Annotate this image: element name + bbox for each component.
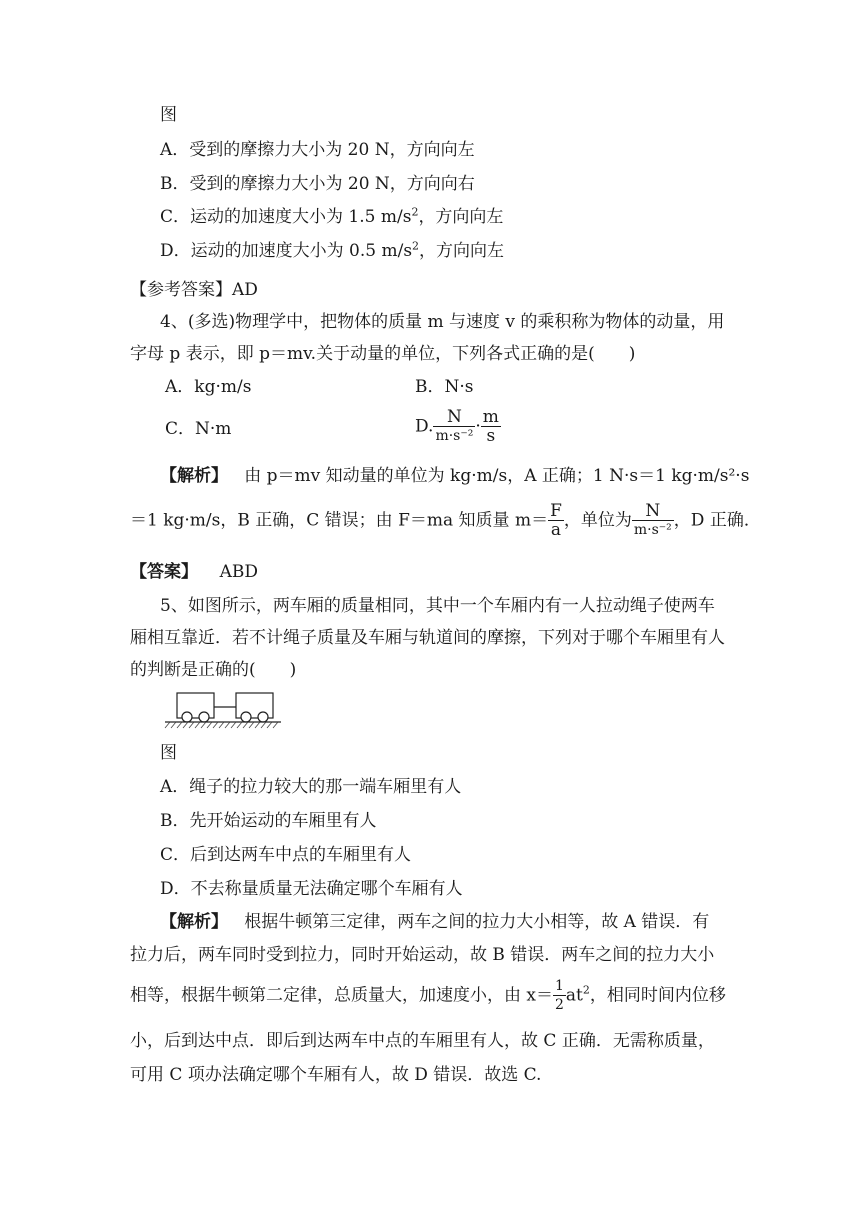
option-d <box>160 240 504 262</box>
wheel <box>182 712 192 722</box>
answer-value: ABD <box>219 562 259 582</box>
q5-option-c: C．后到达两车中点的车厢里有人 <box>160 845 412 865</box>
analysis-frac-unit <box>632 502 674 539</box>
frac-num: F <box>550 501 562 521</box>
frac-den: s <box>486 426 496 446</box>
track-hatching <box>165 722 278 728</box>
option-c-tail: ，方向向左 <box>418 207 504 227</box>
q4-option-d-mid: · <box>475 416 481 437</box>
analysis-text-at: at <box>565 985 583 1006</box>
figure-label: 图 <box>160 105 177 125</box>
wheel <box>258 712 268 722</box>
analysis-text: 由 p＝mv 知动量的单位为 kg·m/s，A 正确；1 N·s＝1 kg·m/s²·s <box>244 466 750 486</box>
q4-stem-line1: 4、(多选)物理学中，把物体的质量 m 与速度 v 的乘积称为物体的动量，用 <box>160 312 725 332</box>
option-b: B．受到的摩擦力大小为 20 N，方向向右 <box>160 174 475 194</box>
analysis-tag: 【解析】 <box>160 912 228 932</box>
analysis-text-a: ＝1 kg·m/s，B 正确，C 错误；由 F＝ma 知质量 m＝ <box>130 510 549 531</box>
frac-den: m·s⁻² <box>435 428 474 444</box>
frac-den: m·s⁻² <box>633 522 672 538</box>
analysis-sup: 2 <box>582 983 590 997</box>
analysis-text: 根据牛顿第三定律，两车之间的拉力大小相等，故 A 错误．有 <box>244 912 710 932</box>
frac-num: N <box>632 502 674 521</box>
q5-option-d: D．不去称量质量无法确定哪个车厢有人 <box>160 879 463 899</box>
frac-num: 1 <box>555 978 564 994</box>
frac-num: N <box>433 408 475 427</box>
analysis-text-c: ，相同时间内位移 <box>589 985 726 1006</box>
q5-option-b: B．先开始运动的车厢里有人 <box>160 811 377 831</box>
option-a: A．受到的摩擦力大小为 20 N，方向向左 <box>160 140 475 160</box>
frac-num: m <box>482 407 499 427</box>
option-c-sup: 2 <box>411 205 419 219</box>
wheel <box>241 712 251 722</box>
q4-option-d-frac2 <box>481 408 501 445</box>
option-d-text: D．运动的加速度大小为 0.5 m/s <box>160 241 413 261</box>
q4-option-d <box>415 408 501 445</box>
q5-analysis-line1 <box>160 911 709 933</box>
q4-analysis-line1 <box>160 465 749 487</box>
two-carriages-figure <box>163 688 283 730</box>
q5-stem-line2: 厢相互靠近．若不计绳子质量及车厢与轨道间的摩擦，下列对于哪个车厢里有人 <box>130 628 725 648</box>
q5-analysis-line5: 可用 C 项办法确定哪个车厢有人，故 D 错误．故选 C. <box>130 1065 542 1085</box>
reference-answer: 【参考答案】AD <box>130 280 258 300</box>
q4-option-d-prefix: D. <box>415 416 434 437</box>
q5-figure-label: 图 <box>160 743 177 763</box>
q5-analysis-line3 <box>130 977 726 1014</box>
option-c <box>160 206 503 228</box>
wheel <box>199 712 209 722</box>
option-d-tail: ，方向向左 <box>419 241 505 261</box>
answer-tag: 【答案】 <box>130 562 198 582</box>
q5-stem-line1: 5、如图所示，两车厢的质量相同，其中一个车厢内有一人拉动绳子使两车 <box>160 596 715 616</box>
option-d-sup: 2 <box>412 239 420 253</box>
analysis-frac-f-a <box>548 502 564 539</box>
q4-option-c: C．N·m <box>165 419 232 439</box>
q4-analysis-line2 <box>130 502 761 539</box>
analysis-tag: 【解析】 <box>160 466 228 486</box>
q4-answer <box>130 561 258 583</box>
frac-den: 2 <box>555 997 564 1013</box>
frac-den: a <box>550 520 562 540</box>
q4-stem-line2: 字母 p 表示，即 p＝mv.关于动量的单位，下列各式正确的是( ) <box>130 344 636 364</box>
q5-analysis-line2: 拉力后，两车同时受到拉力，同时开始运动，故 B 错误．两车之间的拉力大小 <box>130 945 715 965</box>
option-c-text: C．运动的加速度大小为 1.5 m/s <box>160 207 412 227</box>
q4-option-a: A．kg·m/s <box>165 377 252 397</box>
analysis-frac-half <box>553 977 566 1014</box>
q5-stem-line3: 的判断是正确的( ) <box>130 660 297 680</box>
q4-option-d-frac1 <box>433 408 475 445</box>
analysis-text-b: ，单位为 <box>563 510 632 531</box>
q4-option-b: B．N·s <box>415 377 474 397</box>
analysis-text-c: ，D 正确． <box>673 510 761 531</box>
q5-option-a: A．绳子的拉力较大的那一端车厢里有人 <box>160 777 462 797</box>
analysis-text-a: 相等，根据牛顿第二定律，总质量大，加速度小，由 x＝ <box>130 985 553 1006</box>
q5-analysis-line4: 小，后到达中点．即后到达两车中点的车厢里有人，故 C 正确．无需称质量， <box>130 1031 715 1051</box>
